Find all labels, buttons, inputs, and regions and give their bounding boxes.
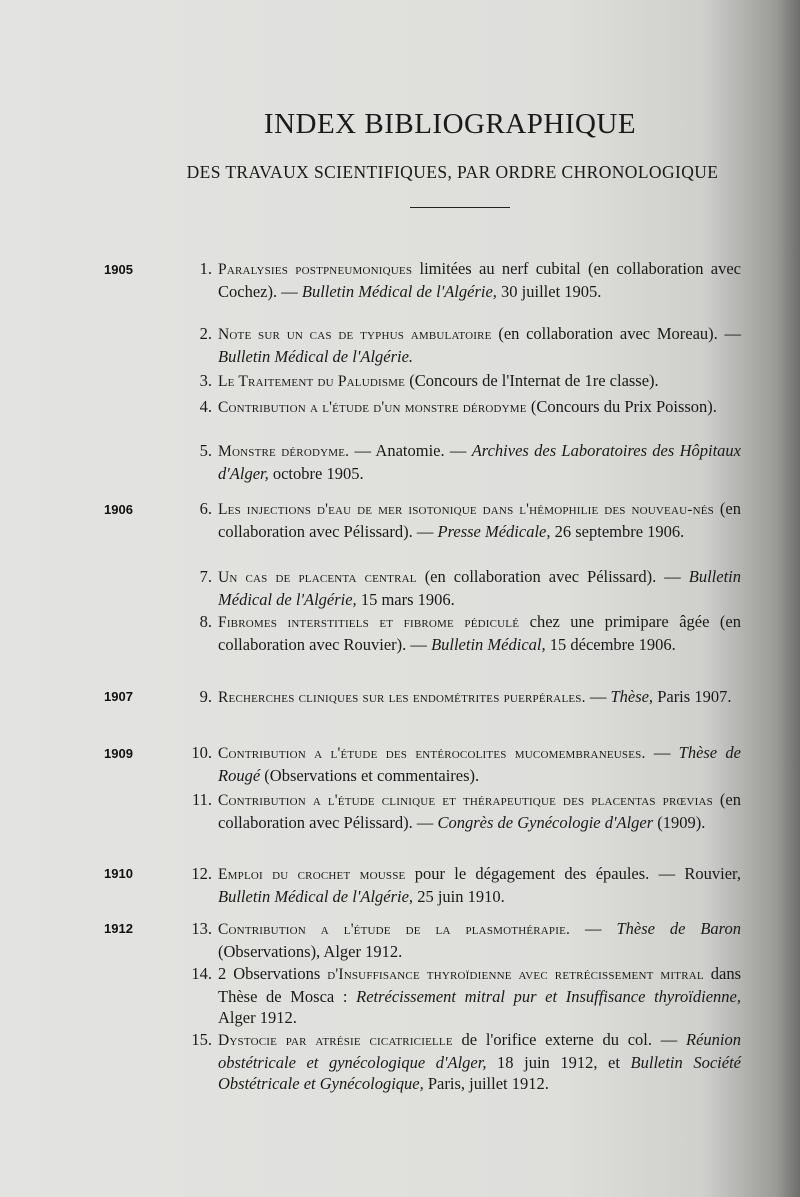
entry-publication: Bulletin Médical de l'Algérie, — [218, 567, 741, 609]
entry-publication-2: Bulletin Société Obstétricale et Gynécologique, — [218, 1052, 741, 1093]
bibliography-entry — [199, 566, 741, 610]
entry-number: 6. — [199, 499, 212, 518]
bibliography-entry — [191, 1029, 741, 1095]
entry-date: 25 juin 1910. — [413, 886, 505, 906]
entry-number: 7. — [199, 567, 212, 586]
bibliography-entry — [199, 396, 741, 419]
year-label: 1912 — [104, 921, 133, 936]
bibliography-entry — [191, 789, 741, 833]
bibliography-entry — [191, 918, 741, 962]
page-subtitle: DES TRAVAUX SCIENTIFIQUES, PAR ORDRE CHRONOLOGIQUE — [186, 162, 719, 182]
entry-publication: Presse Médicale, — [437, 521, 551, 541]
entry-text: chez une primipare âgée (en collaboration avec Rouvier). — — [218, 612, 741, 654]
entry-text: — — [570, 919, 617, 938]
year-label: 1910 — [104, 866, 133, 881]
entry-title: Dystocie par atrésie cicatricielle — [218, 1032, 453, 1049]
entry-number: 8. — [199, 612, 212, 631]
entry-date: 30 juillet 1905. — [496, 281, 602, 301]
entry-number: 11. — [191, 790, 212, 809]
entry-date: Alger 1912. — [218, 1008, 297, 1027]
entry-title: Recherches cliniques sur les endométrites puerpérales. — [218, 689, 586, 706]
bibliography-entry — [199, 440, 742, 484]
entry-number: 1. — [199, 259, 212, 278]
entry-text: — — [645, 743, 679, 762]
entry-publication: Thèse de Baron — [616, 919, 741, 938]
entry-number: 15. — [191, 1030, 212, 1049]
entry-date: 15 mars 1906. — [356, 589, 455, 609]
bibliography-entry — [199, 611, 741, 655]
entry-publication: Réunion obstétricale et gynécologique d'Alger, — [218, 1030, 741, 1072]
entry-date: (Observations et commentaires). — [260, 765, 480, 785]
entry-title: Les injections d'eau de mer isotonique dans l'hémophilie des nouveau-nés — [218, 501, 714, 518]
bibliography-entry — [199, 323, 741, 367]
entry-publication: Congrès de Gynécologie d'Alger — [437, 812, 654, 832]
entry-number: 14. — [191, 964, 212, 983]
entry-number: 10. — [191, 743, 212, 762]
page-title: INDEX BIBLIOGRAPHIQUE — [263, 108, 637, 140]
entry-number: 12. — [191, 864, 212, 883]
entry-publication: Thèse de Rougé — [218, 743, 742, 785]
entry-date: octobre 1905. — [268, 463, 364, 483]
entry-text: — Anatomie. — — [349, 441, 472, 460]
entry-title: Monstre dérodyme. — [218, 443, 350, 460]
entry-date-2: Paris, juillet 1912. — [423, 1074, 549, 1093]
entry-title: d'Insuffisance thyroïdienne avec retrécissement mitral — [327, 966, 704, 983]
entry-number: 5. — [199, 441, 212, 460]
entry-date: (Observations), Alger 1912. — [218, 941, 403, 961]
entry-text: (en collaboration avec Pélissard). — — [416, 567, 689, 586]
entry-number: 3. — [199, 371, 212, 390]
entry-publication: Bulletin Médical de l'Algérie, — [218, 886, 414, 906]
entry-publication: Bulletin Médical, — [431, 634, 546, 654]
year-label: 1906 — [104, 502, 133, 517]
entry-number: 2. — [199, 324, 212, 343]
entry-text: (en collaboration avec Pélissard). — — [218, 499, 741, 541]
bibliography-entry — [199, 258, 741, 302]
entry-title: Contribution a l'étude des entérocolites mucomembraneuses. — [218, 745, 646, 762]
entry-text: pour le dégagement des épaules. — Rouvier, — [405, 864, 741, 883]
entry-title: Note sur un cas de typhus ambulatoire — [218, 326, 492, 343]
entry-text: (Concours du Prix Poisson). — [526, 397, 717, 416]
entry-publication: Bulletin Médical de l'Algérie. — [218, 346, 414, 366]
entry-text: dans Thèse de Mosca : — [218, 964, 741, 1006]
entry-text: (en collaboration avec Pélissard). — — [218, 790, 741, 832]
bibliography-entry — [191, 863, 741, 907]
entry-title: Le Traitement du Paludisme — [218, 373, 406, 390]
entry-publication: Bulletin Médical de l'Algérie, — [301, 281, 497, 301]
year-label: 1907 — [104, 689, 133, 704]
entry-title: Contribution a l'étude de la plasmothérapie. — [218, 921, 571, 938]
entry-text: de l'orifice externe du col. — — [452, 1030, 686, 1049]
entry-date: 15 décembre 1906. — [545, 634, 676, 654]
entry-title: Emploi du crochet mousse — [218, 866, 406, 883]
bibliography-entry — [199, 370, 741, 393]
entry-text: — — [585, 687, 611, 706]
entry-date: 18 juin 1912, et — [486, 1052, 631, 1072]
bibliography-entry — [199, 686, 741, 709]
entry-publication: Thèse, — [610, 687, 654, 706]
entry-title: Paralysies postpneumoniques — [218, 261, 413, 278]
entry-text: limitées au nerf cubital (en collaboration avec Cochez). — — [218, 259, 741, 301]
entry-text: (en collaboration avec Moreau). — — [491, 324, 741, 343]
entry-title: Un cas de placenta central — [218, 569, 417, 586]
bibliography-entry — [199, 498, 741, 542]
entry-title: Contribution a l'étude clinique et thérapeutique des placentas prœvias — [218, 792, 713, 809]
entry-number: 4. — [199, 397, 212, 416]
entry-number: 9. — [199, 687, 212, 706]
bibliography-entry — [191, 742, 742, 786]
year-label: 1905 — [104, 262, 133, 277]
title-divider — [410, 207, 510, 208]
entry-title: Contribution a l'étude d'un monstre dérodyme — [218, 399, 527, 416]
year-label: 1909 — [104, 746, 133, 761]
entry-prefix: 2 Observations — [218, 964, 328, 983]
entry-publication: Retrécissement mitral pur et Insuffisance thyroïdienne, — [356, 986, 741, 1006]
entry-date: (1909). — [653, 812, 706, 832]
entry-number: 13. — [191, 919, 212, 938]
entry-date: 26 septembre 1906. — [550, 521, 685, 541]
entry-publication: Archives des Laboratoires des Hôpitaux d'Alger, — [218, 441, 742, 483]
bibliography-entry — [191, 963, 741, 1029]
entry-title: Fibromes interstitiels et fibrome pédiculé — [218, 614, 520, 631]
entry-text: (Concours de l'Internat de 1re classe). — [405, 371, 659, 390]
entry-date: Paris 1907. — [653, 687, 732, 706]
